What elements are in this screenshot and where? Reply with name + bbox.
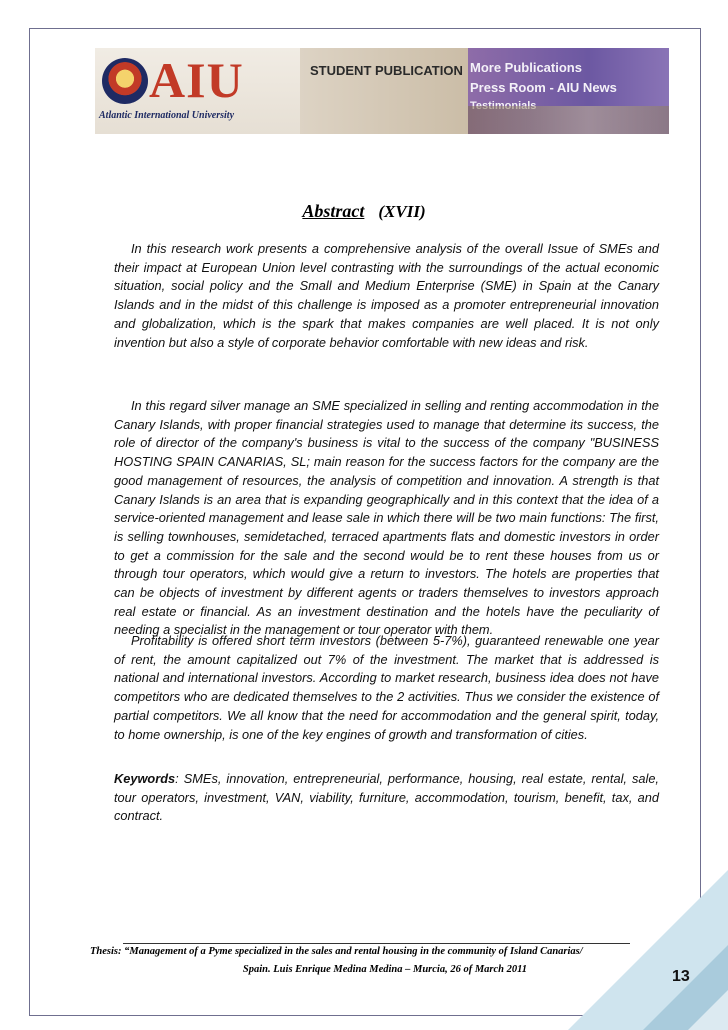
keywords-text: : SMEs, innovation, entrepreneurial, performance, housing, real estate, rental, sale, tour operators, investment, VAN, viability, furniture, accommodation, tourism, benefit, tax, and contract. <box>114 771 659 824</box>
paragraph-2: In this regard silver manage an SME specialized in selling and renting accommodation in the Canary Islands, with proper financial strategies used to manage that determine its success, the role of director of the company's business is vital to the success of the company "BUSINESS HOSTING SPAIN CANARIAS, SL; main reason for the success factors for the company are the good management of resources, the analysis of competition and innovation. A strength is that Canary Islands is an area that is expanding geographically and in this context that the idea of a service-oriented management and lease sale in which there will be two main functions: The first, is selling townhouses, semidetached, terraced apartments flats and domestic investors in order to get a commission for the sale and the second would be to rent these houses from us or through tour operators, which would give a return to investors. The hotels are properties that can be objects of investment by different agents or traders themselves to investors approach real estate or financial. As an investment destination and the hotels have the peculiarity of needing a specialist in the management or tour operator with them. <box>114 398 659 638</box>
palm-trees-image <box>468 106 669 134</box>
paragraph-1: In this research work presents a comprehensive analysis of the overall Issue of SMEs and their impact at European Union level contrasting with the surroundings of the actual economic situation, social policy and the Small and Medium Enterprise (SME) in Spain at the Canary Islands and in the midst of this challenge is imposed as a promoter entrepreneurial innovation and globalization, which is the spark that makes companies are well placed. It is not only invention but also a style of corporate behavior comfortable with new ideas and risk. <box>114 241 659 350</box>
student-publication-panel <box>300 48 468 134</box>
menu-more-publications[interactable]: More Publications <box>470 60 582 75</box>
abstract-heading <box>0 201 728 222</box>
abstract-code: (XVII) <box>378 202 426 221</box>
abstract-title: Abstract <box>302 201 365 221</box>
footer-thesis-line: Thesis: “Management of a Pyme specialized in the sales and rental housing in the community of Island Canarias/ <box>90 946 583 957</box>
aiu-seal-icon <box>102 58 148 104</box>
aiu-banner[interactable] <box>95 48 669 134</box>
page-corner-decoration <box>548 850 728 1030</box>
menu-press-room[interactable]: Press Room - AIU News <box>470 80 617 95</box>
aiu-logo-subtitle: Atlantic International University <box>99 110 235 121</box>
keywords-label: Keywords <box>114 771 176 786</box>
paragraph-3: Profitability is offered short term investors (between 5-7%), guaranteed renewable one year of rent, the amount capitalized out 7% of the investment. The market that is addressed is national and international investors. According to market research, business idea does not have competitors who are dedicated themselves to the 2 activities. Thus we consider the existence of partial competitors. We all know that the need for accommodation and the general spirit, today, to home ownership, is one of the key engines of growth and transformation of cities. <box>114 633 659 742</box>
keywords-paragraph <box>114 770 659 826</box>
footer-author-line: Spain. Luis Enrique Medina Medina – Murcia, 26 of March 2011 <box>242 964 528 975</box>
aiu-logo-text: AIU <box>149 52 244 108</box>
student-publication-label: STUDENT PUBLICATION <box>310 63 463 78</box>
page-number: 13 <box>672 968 690 985</box>
